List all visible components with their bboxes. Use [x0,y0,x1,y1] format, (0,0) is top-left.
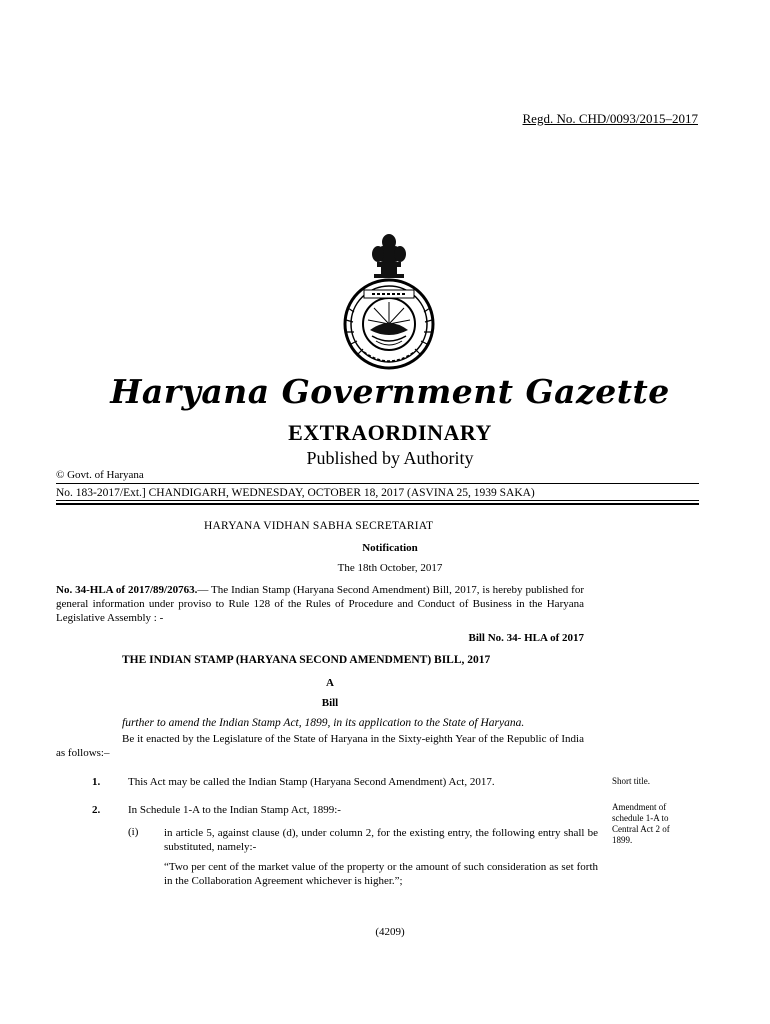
bill-title: THE INDIAN STAMP (HARYANA SECOND AMENDMENT) BILL, 2017 [122,654,491,666]
issue-number: No. 183-2017/Ext.] [56,487,146,499]
bill-article-a: A [326,677,334,689]
section-2-marginal-note: Amendment of schedule 1-A to Central Act 2 of 1899. [612,802,670,845]
notification-number: No. 34-HLA of 2017/89/20763. [56,584,198,596]
section-1-text: This Act may be called the Indian Stamp (Haryana Second Amendment) Act, 2017. [128,776,495,788]
middle-rule [56,500,699,501]
page-number: (4209) [375,926,405,938]
registration-number: Regd. No. CHD/0093/2015–2017 [522,111,698,126]
notification-body: — The Indian Stamp (Haryana Second Amendment) Bill, 2017, is hereby published for general information under proviso to Rule 128 of the Rules of Procedure and Conduct of Business in the Haryana Legislative Assembly : - [56,584,584,624]
notification-heading: Notification [362,542,418,554]
notification-date: The 18th October, 2017 [337,562,443,574]
enacting-clause: Be it enacted by the Legislature of the State of Haryana in the Sixty-eighth Year of the Republic of India as follows:– [56,733,584,759]
notification-paragraph [56,583,584,625]
bill-purpose: further to amend the Indian Stamp Act, 1899, in its application to the State of Haryana. [122,717,525,729]
copyright-notice: © Govt. of Haryana [56,469,144,481]
section-2-text: In Schedule 1-A to the Indian Stamp Act, 1899:- [128,804,341,816]
gazette-title: Haryana Government Gazette [110,372,670,411]
extraordinary-label: EXTRAORDINARY [288,420,492,445]
section-1-number: 1. [92,776,101,788]
top-rule [56,483,699,484]
published-by-authority: Published by Authority [306,448,474,468]
section-1-marginal-note: Short title. [612,776,650,786]
bill-number: Bill No. 34- HLA of 2017 [468,632,584,644]
clause-i-text: in article 5, against clause (d), under column 2, for the existing entry, the following entry shall be substituted, namely:- [164,827,598,853]
bottom-rule [56,503,699,505]
substituted-entry-quote: “Two per cent of the market value of the property or the amount of such consideration as set forth in the Collaboration Agreement whichever is higher.”; [164,861,598,887]
government-of-haryana-emblem-icon [334,228,444,378]
clause-i-number: (i) [128,826,139,838]
secretariat-heading: HARYANA VIDHAN SABHA SECRETARIAT [204,520,434,532]
bill-label: Bill [321,697,339,709]
issue-details: CHANDIGARH, WEDNESDAY, OCTOBER 18, 2017 (ASVINA 25, 1939 SAKA) [148,487,535,499]
issue-line [56,487,535,499]
section-2-number: 2. [92,804,101,816]
